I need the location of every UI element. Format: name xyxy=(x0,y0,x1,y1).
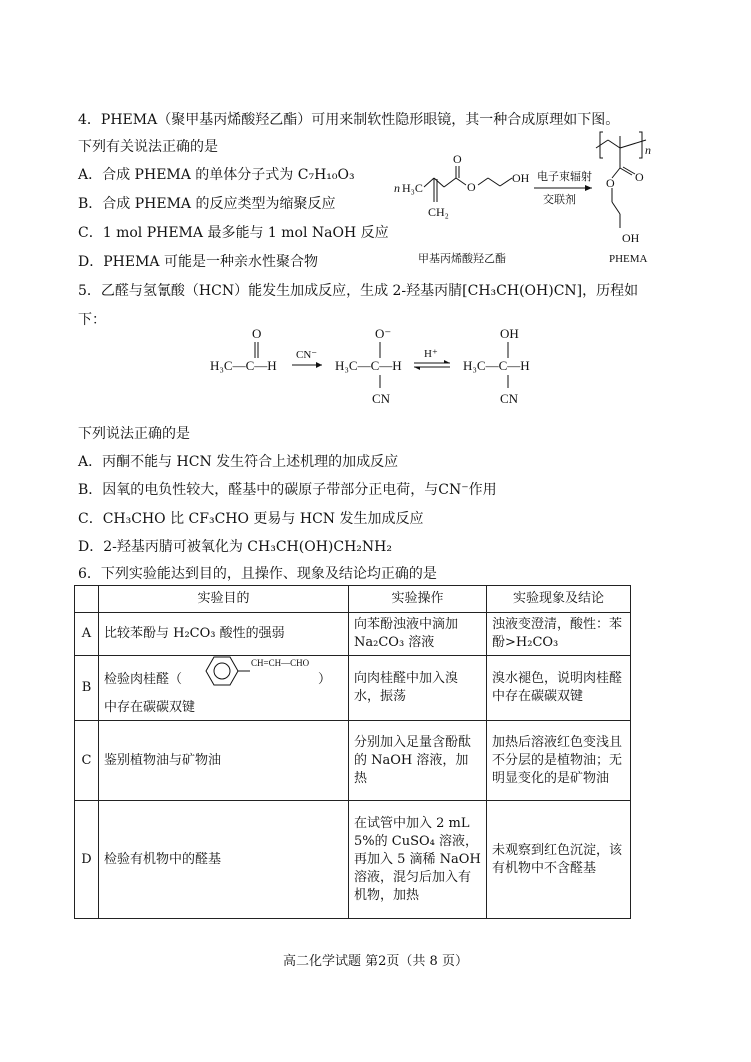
header-purpose: 实验目的 xyxy=(99,586,349,613)
q5-option-a: A．丙酮不能与 HCN 发生符合上述机理的加成反应 xyxy=(78,454,399,470)
q5-prompt: 下列说法正确的是 xyxy=(78,426,190,442)
monomer-carbonyl-o: O xyxy=(453,152,462,166)
q4-option-a: A．合成 PHEMA 的单体分子式为 C₇H₁₀O₃ xyxy=(78,167,355,183)
mech-arrow2-reagent: H⁺ xyxy=(424,348,438,360)
mech2-oxide: O⁻ xyxy=(375,326,392,341)
mech3-skeleton: H₃C—C—H xyxy=(463,358,530,373)
row-purpose: 比较苯酚与 H₂CO₃ 酸性的强弱 xyxy=(99,613,349,656)
row-result: 溴水褪色，说明肉桂醛中存在碳碳双键 xyxy=(487,656,631,721)
table-row xyxy=(75,613,631,656)
q4-option-b: B．合成 PHEMA 的反应类型为缩聚反应 xyxy=(78,196,336,212)
q4-option-c: C．1 mol PHEMA 最多能与 1 mol NaOH 反应 xyxy=(78,225,389,241)
row-label: C xyxy=(75,721,99,801)
row-operation: 向苯酚浊液中滴加 Na₂CO₃ 溶液 xyxy=(349,613,487,656)
q5-option-d: D．2-羟基丙腈可被氧化为 CH₃CH(OH)CH₂NH₂ xyxy=(78,539,392,555)
polymer-ester-o: O xyxy=(606,176,615,190)
row-result: 未观察到红色沉淀，该有机物中不含醛基 xyxy=(487,801,631,919)
polymer-carbonyl-o: O xyxy=(635,170,644,184)
page-footer: 高二化学试题 第2页（共 8 页） xyxy=(283,954,468,969)
row-result: 浊液变澄清，酸性：苯酚>H₂CO₃ xyxy=(487,613,631,656)
monomer-ch3: H₃C xyxy=(402,181,423,195)
mech-arrow1-reagent: CN⁻ xyxy=(296,349,318,361)
mech2-cyano: CN xyxy=(372,391,391,406)
mech1-skeleton: H₃C—C—H xyxy=(210,358,277,373)
monomer-ch2: CH₂ xyxy=(428,205,449,219)
purpose-line2: 中存在碳碳双键 xyxy=(104,700,196,715)
row-label: B xyxy=(75,656,99,721)
row-label: A xyxy=(75,613,99,656)
table-row xyxy=(75,721,631,801)
row-purpose xyxy=(99,656,349,721)
q6-stem: 6．下列实验能达到目的，且操作、现象及结论均正确的是 xyxy=(78,566,437,582)
benzene-ring xyxy=(206,657,238,685)
q4-option-d: D．PHEMA 可能是一种亲水性聚合物 xyxy=(78,254,318,270)
row-purpose: 检验有机物中的醛基 xyxy=(99,801,349,919)
side-chain: CH=CH—CHO xyxy=(251,658,310,668)
row-purpose: 鉴别植物油与矿物油 xyxy=(99,721,349,801)
purpose-suffix: ） xyxy=(318,672,332,687)
header-operation: 实验操作 xyxy=(349,586,487,613)
q4-stem-line1: 4．PHEMA（聚甲基丙烯酸羟乙酯）可用来制软性隐形眼镜，其一种合成原理如下图。 xyxy=(78,112,620,128)
cinnamaldehyde-structure xyxy=(192,653,322,689)
q4-stem-line2: 下列有关说法正确的是 xyxy=(78,139,218,155)
monomer-ester-o: O xyxy=(467,180,476,194)
mechanism-scheme xyxy=(200,320,550,410)
row-result: 加热后溶液红色变浅且不分层的是植物油；无明显变化的是矿物油 xyxy=(487,721,631,801)
monomer-name: 甲基丙烯酸羟乙酯 xyxy=(418,252,506,265)
mech3-cyano: CN xyxy=(500,391,519,406)
mech3-hydroxyl: OH xyxy=(500,326,519,341)
polymer-n: n xyxy=(645,143,651,157)
condition-bottom: 交联剂 xyxy=(543,193,576,206)
table-row xyxy=(75,801,631,919)
polymer-oh: OH xyxy=(622,231,640,245)
header-result: 实验现象及结论 xyxy=(487,586,631,613)
q5-stem-line1: 5．乙醛与氢氰酸（HCN）能发生加成反应，生成 2-羟基丙腈[CH₃CH(OH)CN]，历程如 xyxy=(78,283,639,299)
condition-top: 电子束辐射 xyxy=(537,170,592,183)
purpose-prefix: 检验肉桂醛（ xyxy=(104,672,183,687)
monomer-coefficient: n xyxy=(394,181,400,195)
q5-option-c: C．CH₃CHO 比 CF₃CHO 更易与 HCN 发生加成反应 xyxy=(78,511,424,527)
q5-stem-line2: 下： xyxy=(78,312,106,328)
phema-synthesis-scheme xyxy=(388,130,673,275)
q5-option-b: B．因氧的电负性较大，醛基中的碳原子带部分正电荷，与CN⁻作用 xyxy=(78,482,497,498)
row-operation: 在试管中加入 2 mL 5%的 CuSO₄ 溶液，再加入 5 滴稀 NaOH 溶液，混匀后加入有机物，加热 xyxy=(349,801,487,919)
table-row xyxy=(75,656,631,721)
mech2-skeleton: H₃C—C—H xyxy=(335,358,402,373)
row-operation: 分别加入足量含酚酞的 NaOH 溶液，加热 xyxy=(349,721,487,801)
row-label: D xyxy=(75,801,99,919)
polymer-name: PHEMA xyxy=(609,253,648,265)
row-operation: 向肉桂醛中加入溴水，振荡 xyxy=(349,656,487,721)
reaction-arrowhead xyxy=(585,185,592,191)
mech1-oxygen: O xyxy=(252,326,262,341)
header-label xyxy=(75,586,99,613)
monomer-oh: OH xyxy=(512,171,530,185)
table-header-row xyxy=(75,586,631,613)
experiment-table xyxy=(74,585,631,919)
